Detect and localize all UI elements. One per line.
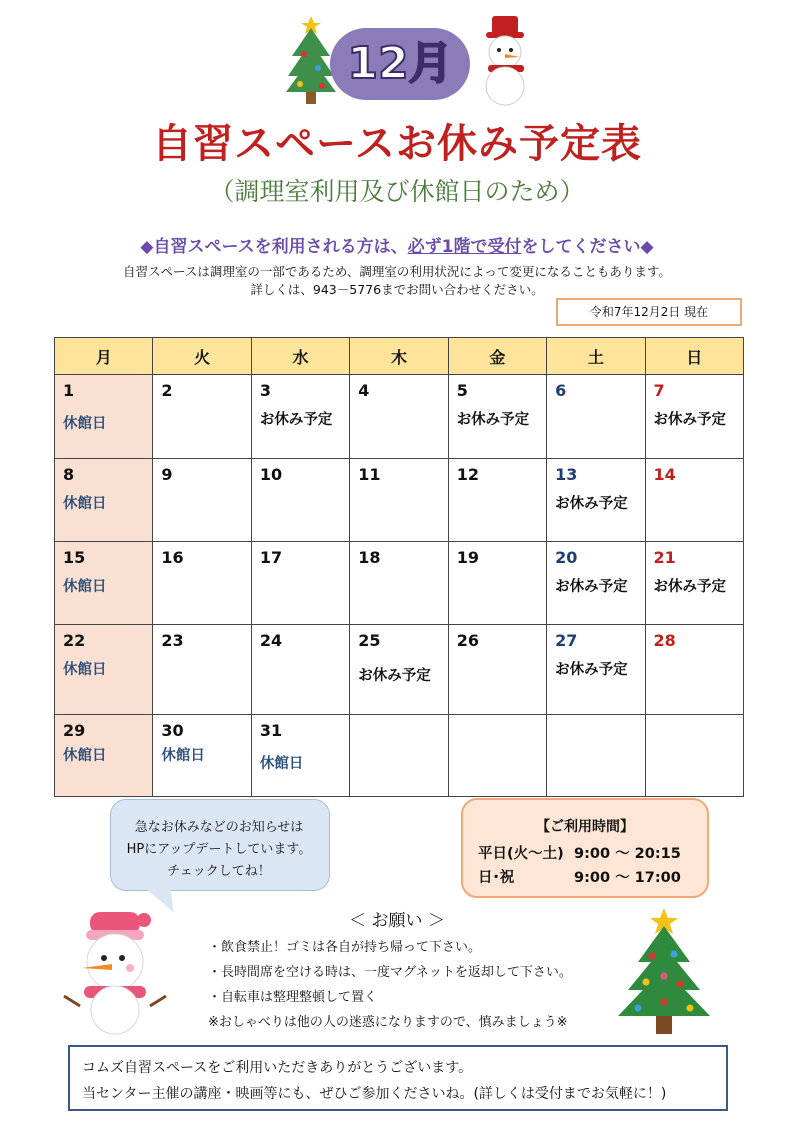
calendar-week bbox=[55, 542, 744, 625]
holiday-hours-time: 9:00 ～ 17:00 bbox=[574, 870, 681, 886]
calendar-day bbox=[153, 625, 251, 715]
calendar-day bbox=[251, 459, 349, 542]
description-line-2: 詳しくは、943－5776までお問い合わせください。 bbox=[250, 282, 544, 297]
request-item: ※おしゃべりは他の人の迷惑になりますので、慎みましょう※ bbox=[208, 1015, 568, 1030]
day-number: 5 bbox=[456, 381, 468, 400]
bubble-line-2: HPにアップデートしています。 bbox=[126, 842, 312, 857]
as-of-date: 令和7年12月2日 現在 bbox=[556, 298, 742, 326]
snowman-scarf-icon bbox=[60, 910, 170, 1035]
footer-line-2: 当センター主催の講座・映画等にも、ぜひご参加くださいね。(詳しくは受付までお気軽に！) bbox=[82, 1086, 667, 1102]
day-note: 休館日 bbox=[63, 416, 107, 432]
calendar-week bbox=[55, 375, 744, 459]
day-number: 31 bbox=[259, 721, 283, 740]
christmas-tree-star-icon bbox=[612, 906, 716, 1036]
calendar-week bbox=[55, 715, 744, 797]
day-number: 28 bbox=[653, 631, 676, 650]
calendar-week bbox=[55, 459, 744, 542]
day-number: 11 bbox=[358, 465, 381, 484]
calendar-day bbox=[448, 715, 546, 797]
request-item: ・自転車は整理整頓して置く bbox=[208, 990, 378, 1005]
day-number: 10 bbox=[259, 465, 283, 484]
weekday-hours-time: 9:00 ～ 20:15 bbox=[574, 846, 681, 862]
holiday-hours-label: 日･祝 bbox=[478, 870, 515, 886]
calendar-day bbox=[448, 375, 546, 459]
day-number: 6 bbox=[555, 381, 567, 400]
day-number: 23 bbox=[161, 631, 184, 650]
calendar-table bbox=[54, 337, 744, 797]
day-note: 休館日 bbox=[63, 496, 107, 512]
calendar-day bbox=[153, 715, 251, 797]
calendar-day bbox=[55, 459, 153, 542]
day-number: 16 bbox=[161, 548, 184, 567]
calendar-day bbox=[55, 542, 153, 625]
day-note: 休館日 bbox=[63, 579, 107, 595]
request-item: ・長時間席を空ける時は、一度マグネットを返却して下さい。 bbox=[208, 965, 572, 980]
day-note: お休み予定 bbox=[653, 579, 727, 595]
day-number: 2 bbox=[161, 381, 173, 400]
day-number: 7 bbox=[653, 381, 665, 400]
day-number: 29 bbox=[63, 721, 86, 740]
day-number: 9 bbox=[161, 465, 173, 484]
day-number: 17 bbox=[259, 548, 283, 567]
day-number: 3 bbox=[259, 381, 271, 400]
calendar-day bbox=[251, 375, 349, 459]
weekday-header-row bbox=[55, 338, 744, 375]
weekday-sun: 日 bbox=[645, 338, 743, 375]
day-note: 休館日 bbox=[259, 756, 304, 772]
day-number: 13 bbox=[555, 465, 578, 484]
calendar-day bbox=[350, 715, 448, 797]
day-number: 19 bbox=[456, 548, 479, 567]
day-number: 1 bbox=[63, 381, 75, 400]
day-note: お休み予定 bbox=[555, 496, 628, 512]
calendar-day bbox=[547, 542, 645, 625]
bubble-line-3: チェックしてね！ bbox=[167, 864, 271, 879]
day-note: 休館日 bbox=[63, 748, 107, 764]
calendar-day bbox=[55, 375, 153, 459]
day-note: お休み予定 bbox=[653, 412, 727, 428]
calendar-day bbox=[448, 625, 546, 715]
bubble-line-1: 急なお休みなどのお知らせは bbox=[134, 820, 304, 835]
day-number: 14 bbox=[653, 465, 676, 484]
day-note: 休館日 bbox=[63, 662, 107, 678]
calendar-day bbox=[55, 715, 153, 797]
day-note: お休み予定 bbox=[456, 412, 530, 428]
day-number: 25 bbox=[358, 631, 381, 650]
day-number: 26 bbox=[456, 631, 479, 650]
snowman-icon bbox=[476, 12, 536, 106]
footer-line-1: コムズ自習スペースをご利用いただきありがとうございます。 bbox=[82, 1060, 473, 1076]
day-number: 30 bbox=[161, 721, 184, 740]
requests-title: ＜ お願い ＞ bbox=[349, 911, 445, 931]
calendar-day bbox=[645, 542, 743, 625]
calendar-day bbox=[645, 715, 743, 797]
request-item: ・飲食禁止！ゴミは各自が持ち帰って下さい。 bbox=[208, 940, 482, 955]
day-number: 18 bbox=[358, 548, 381, 567]
calendar-day bbox=[448, 459, 546, 542]
day-note: お休み予定 bbox=[358, 668, 431, 684]
calendar-day bbox=[153, 375, 251, 459]
notice-prefix: ◆自習スペースを利用される方は、 bbox=[140, 237, 408, 257]
day-note: お休み予定 bbox=[259, 412, 333, 428]
day-number: 15 bbox=[63, 548, 86, 567]
page-subtitle: （調理室利用及び休館日のため） bbox=[209, 177, 585, 206]
calendar-day bbox=[448, 542, 546, 625]
day-number: 27 bbox=[555, 631, 578, 650]
calendar-day bbox=[547, 459, 645, 542]
day-number: 21 bbox=[653, 548, 676, 567]
day-number: 4 bbox=[358, 381, 370, 400]
calendar-day bbox=[251, 625, 349, 715]
month-label: 12月 bbox=[347, 38, 453, 89]
weekday-wed: 水 bbox=[251, 338, 349, 375]
description-line-1: 自習スペースは調理室の一部であるため、調理室の利用状況によって変更になることもあります。 bbox=[123, 264, 671, 279]
weekday-thu: 木 bbox=[350, 338, 448, 375]
day-note: お休み予定 bbox=[555, 662, 628, 678]
day-note: お休み予定 bbox=[555, 579, 628, 595]
calendar-week bbox=[55, 625, 744, 715]
calendar-day bbox=[350, 459, 448, 542]
page-title: 自習スペースお休み予定表 bbox=[152, 121, 642, 167]
weekday-sat: 土 bbox=[547, 338, 645, 375]
notice-suffix: をしてください◆ bbox=[521, 237, 654, 257]
calendar-day bbox=[547, 625, 645, 715]
weekday-fri: 金 bbox=[448, 338, 546, 375]
weekday-tue: 火 bbox=[153, 338, 251, 375]
calendar-day bbox=[153, 459, 251, 542]
notice-emphasis: 必ず1階で受付 bbox=[407, 237, 522, 257]
calendar-day bbox=[153, 542, 251, 625]
day-number: 24 bbox=[259, 631, 283, 650]
day-number: 22 bbox=[63, 631, 86, 650]
calendar-day bbox=[350, 375, 448, 459]
calendar-day bbox=[645, 375, 743, 459]
day-number: 8 bbox=[63, 465, 75, 484]
calendar-day bbox=[645, 459, 743, 542]
calendar-day bbox=[547, 715, 645, 797]
day-number: 20 bbox=[555, 548, 578, 567]
weekday-mon: 月 bbox=[55, 338, 153, 375]
calendar-day bbox=[55, 625, 153, 715]
calendar-day bbox=[350, 542, 448, 625]
calendar-day bbox=[251, 542, 349, 625]
weekday-hours-label: 平日(火～土) bbox=[478, 846, 564, 862]
calendar-day bbox=[350, 625, 448, 715]
day-note: 休館日 bbox=[161, 748, 205, 764]
day-number: 12 bbox=[456, 465, 479, 484]
calendar-day bbox=[547, 375, 645, 459]
hours-title: 【ご利用時間】 bbox=[536, 819, 634, 835]
calendar-day bbox=[251, 715, 349, 797]
calendar-day bbox=[645, 625, 743, 715]
reception-notice bbox=[0, 232, 794, 257]
